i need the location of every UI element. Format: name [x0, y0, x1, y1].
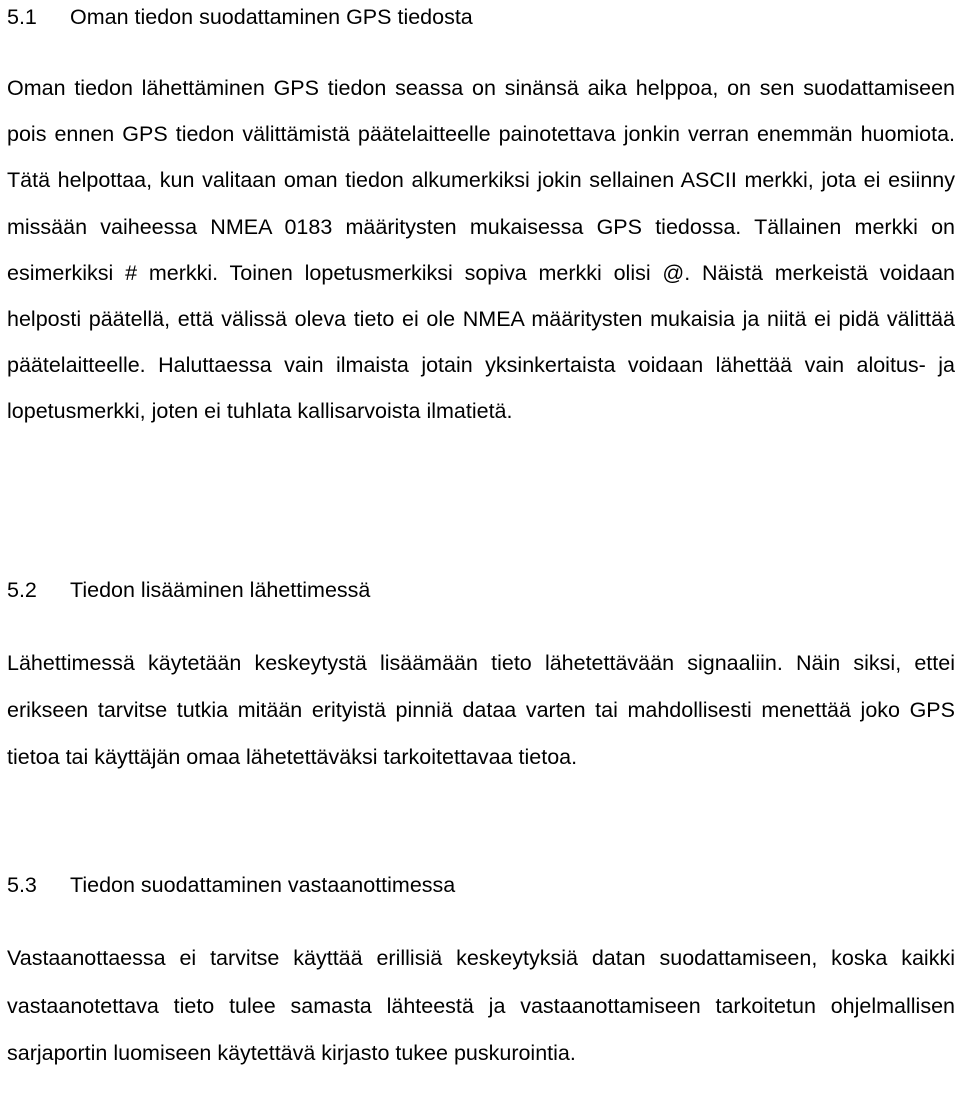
section-heading — [7, 2, 473, 32]
section-paragraph: Vastaanottaessa ei tarvitse käyttää erillisiä keskeytyksiä datan suodattamiseen, koska kaikki vastaanotettava tieto tulee samasta lähteestä ja vastaanottamiseen tarkoitetun ohjelmallisen sarjaportin luomiseen käytettävä kirjasto tukee puskurointia. — [7, 946, 955, 1065]
section-paragraph: Oman tiedon lähettäminen GPS tiedon seassa on sinänsä aika helppoa, on sen suodattamiseen pois ennen GPS tiedon välittämistä päätelaitteelle painotettava jonkin verran enemmän huomiota. Tätä helpottaa, kun valitaan oman tiedon alkumerkiksi jokin sellainen ASCII merkki, jota ei esiinny missään vaiheessa NMEA 0183 määritysten mukaisessa GPS tiedossa. Tällainen merkki on esimerkiksi # merkki. Toinen lopetusmerkiksi sopiva merkki olisi @. Näistä merkeistä voidaan helposti päätellä, että välissä oleva tieto ei ole NMEA määritysten mukaisia ja niitä ei pidä välittää päätelaitteelle. Haluttaessa vain ilmaista jotain yksinkertaista voidaan lähettää vain aloitus- ja lopetusmerkki, joten ei tuhlata kallisarvoista ilmatietä. — [7, 76, 955, 424]
section-number: 5.3 — [7, 873, 37, 897]
section-title: Tiedon lisääminen lähettimessä — [70, 578, 371, 602]
section-heading — [7, 575, 370, 605]
section-number: 5.2 — [7, 578, 37, 602]
section-title: Tiedon suodattaminen vastaanottimessa — [70, 873, 456, 897]
section-title: Oman tiedon suodattaminen GPS tiedosta — [70, 5, 473, 29]
section-heading — [7, 870, 455, 900]
section-paragraph: Lähettimessä käytetään keskeytystä lisäämään tieto lähetettävään signaaliin. Näin siksi, ettei erikseen tarvitse tutkia mitään erityistä pinniä dataa varten tai mahdollisesti menettää joko GPS tietoa tai käyttäjän omaa lähetettäväksi tarkoitettavaa tietoa. — [7, 651, 955, 769]
section-number: 5.1 — [7, 5, 37, 29]
